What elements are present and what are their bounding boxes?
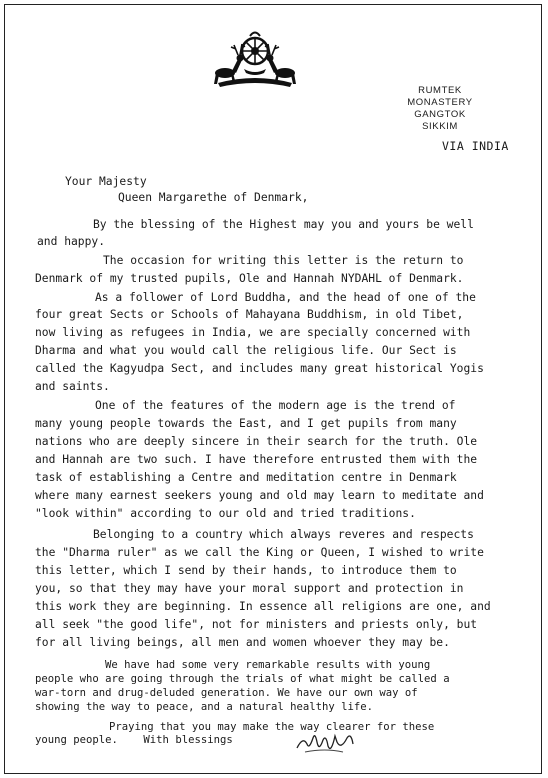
via-india: VIA INDIA — [442, 139, 509, 153]
letter-page — [4, 4, 542, 774]
body-line: By the blessing of the Highest may you and yours be well — [93, 218, 474, 231]
body-line: One of the features of the modern age is the trend of — [95, 399, 456, 412]
body-line: many young people towards the East, and I get pupils from many — [35, 417, 457, 430]
body-line: As a follower of Lord Buddha, and the head of one of the — [95, 291, 476, 304]
dharma-wheel-with-deer-icon — [198, 27, 312, 91]
body-line: this letter, which I send by their hands, to introduce them to — [35, 564, 457, 577]
monastery-address — [385, 85, 495, 133]
body-line: war-torn and drug-deluded generation. We have our own way of — [35, 687, 418, 699]
body-line: and saints. — [35, 380, 110, 393]
body-line: task of establishing a Centre and meditation centre in Denmark — [35, 471, 457, 484]
body-line: Praying that you may make the way clearer for these — [109, 721, 435, 733]
body-line: people who are going through the trials of what might be called a — [35, 673, 450, 685]
body-line: four great Sects or Schools of Mahayana Buddhism, in old Tibet, — [35, 308, 464, 321]
address-line: RUMTEK MONASTERY — [407, 85, 473, 108]
body-line: and Hannah are two such. I have therefore entrusted them with the — [35, 453, 478, 466]
salutation-line: Your Majesty — [65, 175, 147, 188]
body-line: all seek "the good life", not for ministers and priests only, but — [35, 618, 478, 631]
body-line: and happy. — [37, 235, 106, 248]
body-line: nations who are deeply sincere in their search for the truth. Ole — [35, 435, 478, 448]
body-line: you, so that they may have your moral support and protection in — [35, 582, 464, 595]
body-line: Dharma and what you would call the religious life. Our Sect is — [35, 344, 457, 357]
body-line: We have had some very remarkable results with young — [105, 659, 431, 671]
body-line: this work they are beginning. In essence all religions are one, and — [35, 600, 491, 613]
handwritten-signature-icon — [295, 728, 375, 756]
address-line: GANGTOK — [414, 109, 466, 120]
body-line: Belonging to a country which always reveres and respects — [93, 528, 474, 541]
body-line: "look within" according to our old and tried traditions. — [35, 507, 416, 520]
address-line: SIKKIM — [422, 121, 458, 132]
body-line: called the Kagyudpa Sect, and includes many great historical Yogis — [35, 362, 484, 375]
body-line: the "Dharma ruler" as we call the King or Queen, I wished to write — [35, 546, 484, 559]
body-line: showing the way to peace, and a natural healthy life. — [35, 701, 374, 713]
salutation-line: Queen Margarethe of Denmark, — [118, 191, 309, 204]
body-line: where many earnest seekers young and old may learn to meditate and — [35, 489, 484, 502]
closing-line: young people. With blessings — [35, 734, 233, 746]
body-line: now living as refugees in India, we are specially concerned with — [35, 326, 471, 339]
body-line: The occasion for writing this letter is the return to — [103, 254, 464, 267]
body-line: for all living beings, all men and women whoever they may be. — [35, 636, 450, 649]
body-line: Denmark of my trusted pupils, Ole and Hannah NYDAHL of Denmark. — [35, 272, 464, 285]
